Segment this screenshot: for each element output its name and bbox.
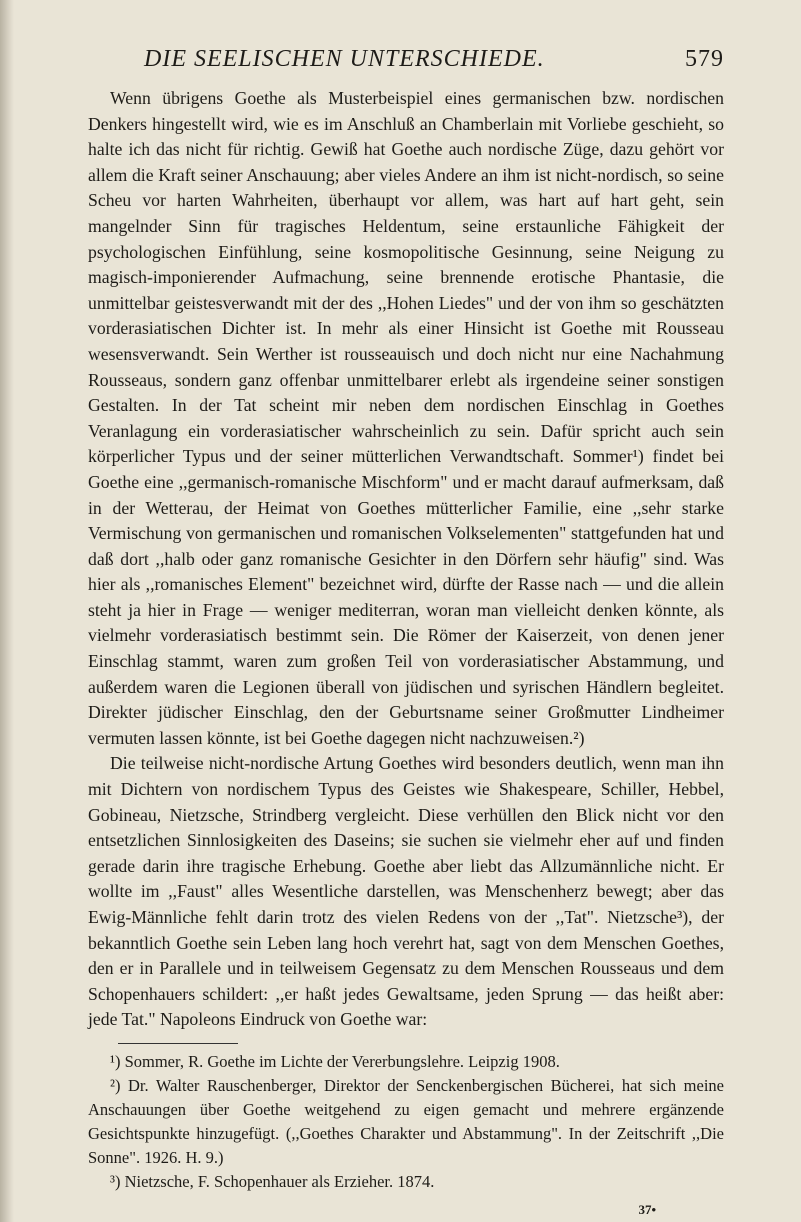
page-number: 579 [685, 46, 724, 72]
page-header [88, 46, 724, 86]
book-spine-shadow [0, 0, 14, 1222]
footnote: ²) Dr. Walter Rauschenberger, Direktor der Senckenbergischen Bücherei, hat sich meine Anschauungen über Goethe weitgehend zu eigen gemacht und mehrere ergänzende Gesichtspunkte hinzugefügt. (,,Goethes Charakter und Abstammung". In der Zeitschrift ,,Die Sonne". 1926. H. 9.) [88, 1075, 724, 1167]
footnote: ³) Nietzsche, F. Schopenhauer als Erzieher. 1874. [110, 1171, 435, 1191]
printer-signature: 37• [638, 1201, 656, 1217]
paragraph: Die teilweise nicht-nordische Artung Goethes wird besonders deutlich, wenn man ihn mit Dichtern von nordischem Typus des Geistes wie Shakespeare, Schiller, Hebbel, Gobineau, Nietzsche, Strindberg vergleicht. Diese verhüllen den Blick nicht vor den entsetzlichen Sinnlosigkeiten des Daseins; sie suchen sie vielmehr eher auf und finden gerade darin ihre tragische Erhebung. Goethe aber liebt das Allzumännliche nicht. Er wollte im ,,Faust" alles Wesentliche darstellen, was Menschenherz bewegt; aber das Ewig-Männliche fehlt darin trotz des vielen Redens von der ,,Tat". Nietzsche³), der bekanntlich Goethe sein Leben lang hoch verehrt hat, sagt von dem Menschen Goethes, den er in Parallele und in teilweisem Gegensatz zu dem Menschen Rousseaus und dem Schopenhauers schildert: ,,er haßt jedes Gewaltsame, jeden Sprung — das heißt aber: jede Tat." Napoleons Eindruck von Goethe war: [88, 753, 724, 1030]
book-page [88, 46, 724, 1218]
paragraph: Wenn übrigens Goethe als Musterbeispiel eines germanischen bzw. nordischen Denkers hingestellt wird, wie es im Anschluß an Chamberlain mit Vorliebe geschieht, so halte ich das nicht für richtig. Gewiß hat Goethe auch nordische Züge, dazu gehört vor allem die Kraft seiner Anschauung; aber vieles Andere an ihm ist nicht-nordisch, so seine Scheu vor harten Wahrheiten, überhaupt vor allem, was hart auf hart geht, sein mangelnder Sinn für tragisches Heldentum, seine erstaunliche Fähigkeit der psychologischen Einfühlung, seine kosmopolitische Gesinnung, seine Neigung zu magisch-imponierender Aufmachung, seine brennende erotische Phantasie, die unmittelbar geistesverwandt mit der des ,,Hohen Liedes" und der von ihm so geschätzten vorderasiatischen Dichter ist. In mehr als einer Hinsicht ist Goethe mit Rousseau wesensverwandt. Sein Werther ist rousseauisch und doch nicht nur eine Nachahmung Rousseaus, sondern ganz offenbar unmittelbarer erlebt als irgendeine seiner sonstigen Gestalten. In der Tat scheint mir neben dem nordischen Einschlag in Goethes Veranlagung ein vorderasiatischer wahrscheinlich zu sein. Dafür spricht auch sein körperlicher Typus und der seiner mütterlichen Verwandtschaft. Sommer¹) findet bei Goethe eine ,,germanisch-romanische Mischform" und er macht darauf aufmerksam, daß in der Wetterau, der Heimat von Goethes mütterlicher Familie, eine ,,sehr starke Vermischung von germanischen und romanischen Volkselementen" stattgefunden hat und daß dort ,,halb oder ganz romanische Gesichter in den Dörfern sehr häufig" sind. Was hier als ,,romanisches Element" bezeichnet wird, dürfte der Rasse nach — und die allein steht ja hier in Frage — weniger mediterran, woran man vielleicht denken könnte, als vielmehr vorderasiatisch bestimmt sein. Die Römer der Kaiserzeit, von denen jener Einschlag stammt, waren zum großen Teil von vorderasiatischer Abstammung, und außerdem waren die Legionen überall von jüdischen und syrischen Händlern begleitet. Direkter jüdischer Einschlag, den der Geburtsname seiner Großmutter Lindheimer vermuten lassen könnte, ist bei Goethe dagegen nicht nachzuweisen.²) [88, 88, 724, 748]
footnotes [88, 1050, 724, 1194]
footnote-separator [118, 1043, 238, 1044]
running-title: DIE SEELISCHEN UNTERSCHIEDE. [144, 46, 545, 72]
body-text [88, 86, 724, 1033]
footnote: ¹) Sommer, R. Goethe im Lichte der Vererbungslehre. Leipzig 1908. [110, 1051, 560, 1071]
